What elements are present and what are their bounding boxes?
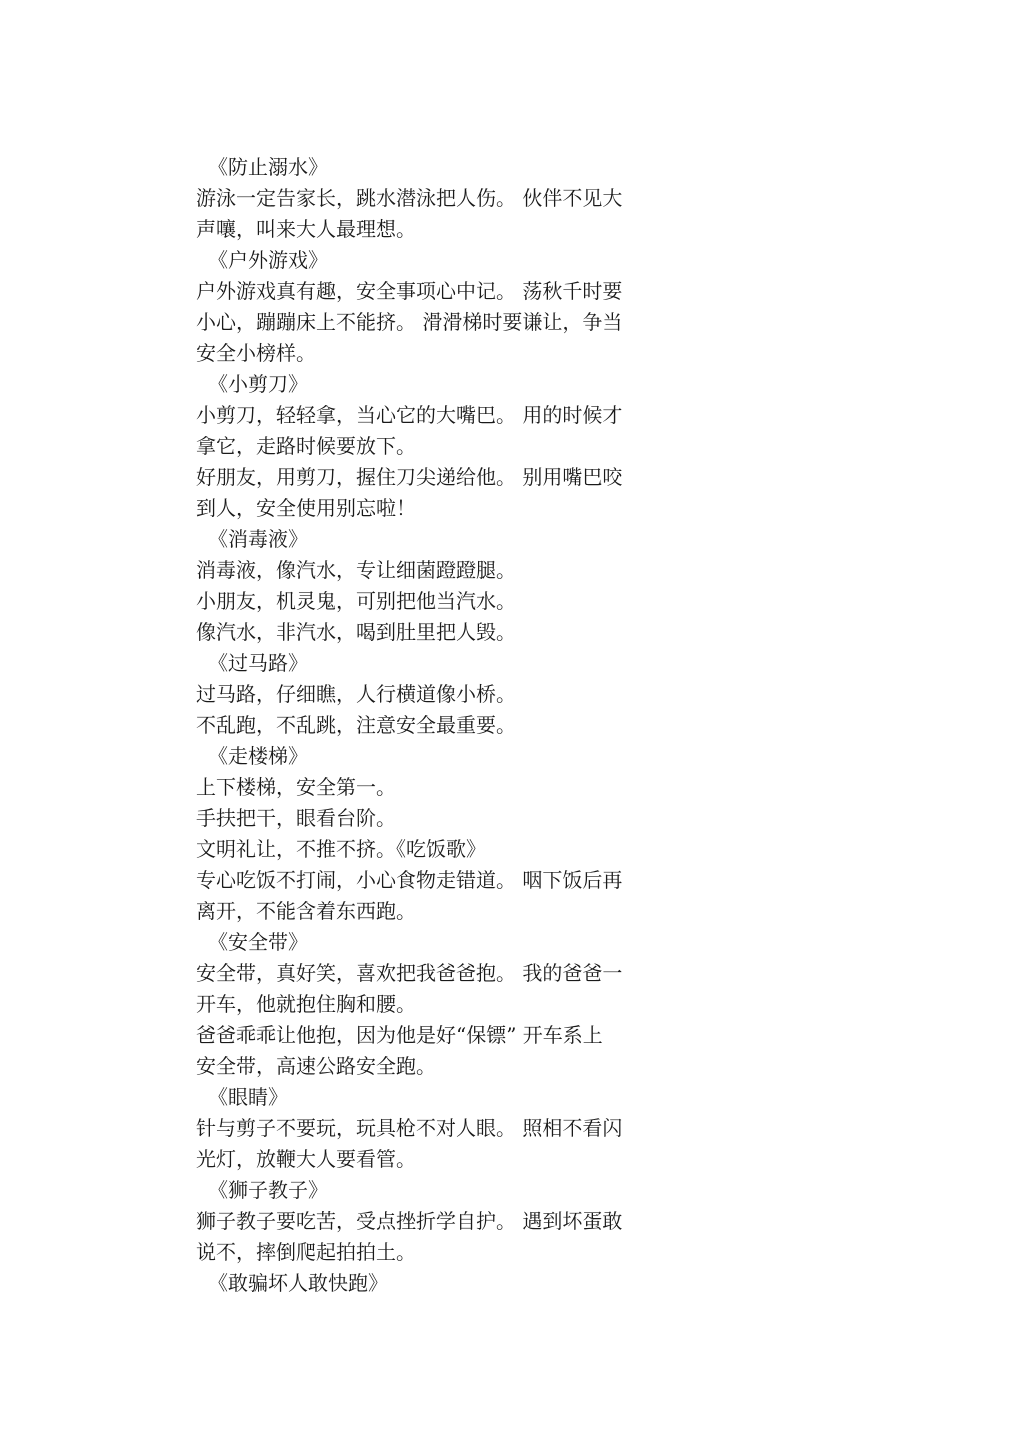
- poem-line: 安全带，真好笑，喜欢把我爸爸抱。 我的爸爸一: [196, 961, 623, 985]
- poem-line: 安全带，高速公路安全跑。: [196, 1054, 436, 1078]
- poem-title: 《户外游戏》: [208, 248, 328, 272]
- document-body: [196, 152, 666, 1299]
- poem-title: 《眼睛》: [208, 1085, 288, 1109]
- poem-title: 《敢骗坏人敢快跑》: [208, 1271, 388, 1295]
- poem-title: 《狮子教子》: [208, 1178, 328, 1202]
- poem-line: 户外游戏真有趣，安全事项心中记。 荡秋千时要: [196, 279, 623, 303]
- poem-title: 《安全带》: [208, 930, 308, 954]
- poem-line: 离开，不能含着东西跑。: [196, 899, 416, 923]
- poem-title: 《小剪刀》: [208, 372, 308, 396]
- poem-line: 文明礼让，不推不挤。《吃饭歌》: [196, 837, 486, 861]
- poem-line: 爸爸乖乖让他抱，因为他是好“保镖” 开车系上: [196, 1023, 603, 1047]
- poem-title: 《过马路》: [208, 651, 308, 675]
- poem-line: 小心，蹦蹦床上不能挤。 滑滑梯时要谦让，争当: [196, 310, 623, 334]
- poem-line: 到人，安全使用别忘啦！: [196, 496, 416, 520]
- poem-line: 光灯，放鞭大人要看管。: [196, 1147, 416, 1171]
- poem-title: 《走楼梯》: [208, 744, 308, 768]
- poem-title: 《消毒液》: [208, 527, 308, 551]
- poem-title: 《防止溺水》: [208, 155, 328, 179]
- poem-line: 针与剪子不要玩，玩具枪不对人眼。 照相不看闪: [196, 1116, 623, 1140]
- poem-line: 声嚷，叫来大人最理想。: [196, 217, 416, 241]
- poem-line: 游泳一定告家长，跳水潜泳把人伤。 伙伴不见大: [196, 186, 623, 210]
- poem-line: 好朋友，用剪刀，握住刀尖递给他。 别用嘴巴咬: [196, 465, 623, 489]
- poem-line: 小朋友，机灵鬼，可别把他当汽水。: [196, 589, 516, 613]
- poem-line: 拿它，走路时候要放下。: [196, 434, 416, 458]
- poem-line: 专心吃饭不打闹，小心食物走错道。 咽下饭后再: [196, 868, 623, 892]
- poem-line: 安全小榜样。: [196, 341, 316, 365]
- poem-line: 说不，摔倒爬起拍拍土。: [196, 1240, 416, 1264]
- poem-line: 上下楼梯，安全第一。: [196, 775, 396, 799]
- poem-line: 消毒液，像汽水，专让细菌蹬蹬腿。: [196, 558, 516, 582]
- poem-line: 手扶把干，眼看台阶。: [196, 806, 396, 830]
- poem-line: 像汽水，非汽水，喝到肚里把人毁。: [196, 620, 516, 644]
- poem-line: 过马路，仔细瞧，人行横道像小桥。: [196, 682, 516, 706]
- poem-line: 开车，他就抱住胸和腰。: [196, 992, 416, 1016]
- poem-line: 狮子教子要吃苦，受点挫折学自护。 遇到坏蛋敢: [196, 1209, 623, 1233]
- poem-line: 小剪刀，轻轻拿，当心它的大嘴巴。 用的时候才: [196, 403, 623, 427]
- poem-line: 不乱跑，不乱跳，注意安全最重要。: [196, 713, 516, 737]
